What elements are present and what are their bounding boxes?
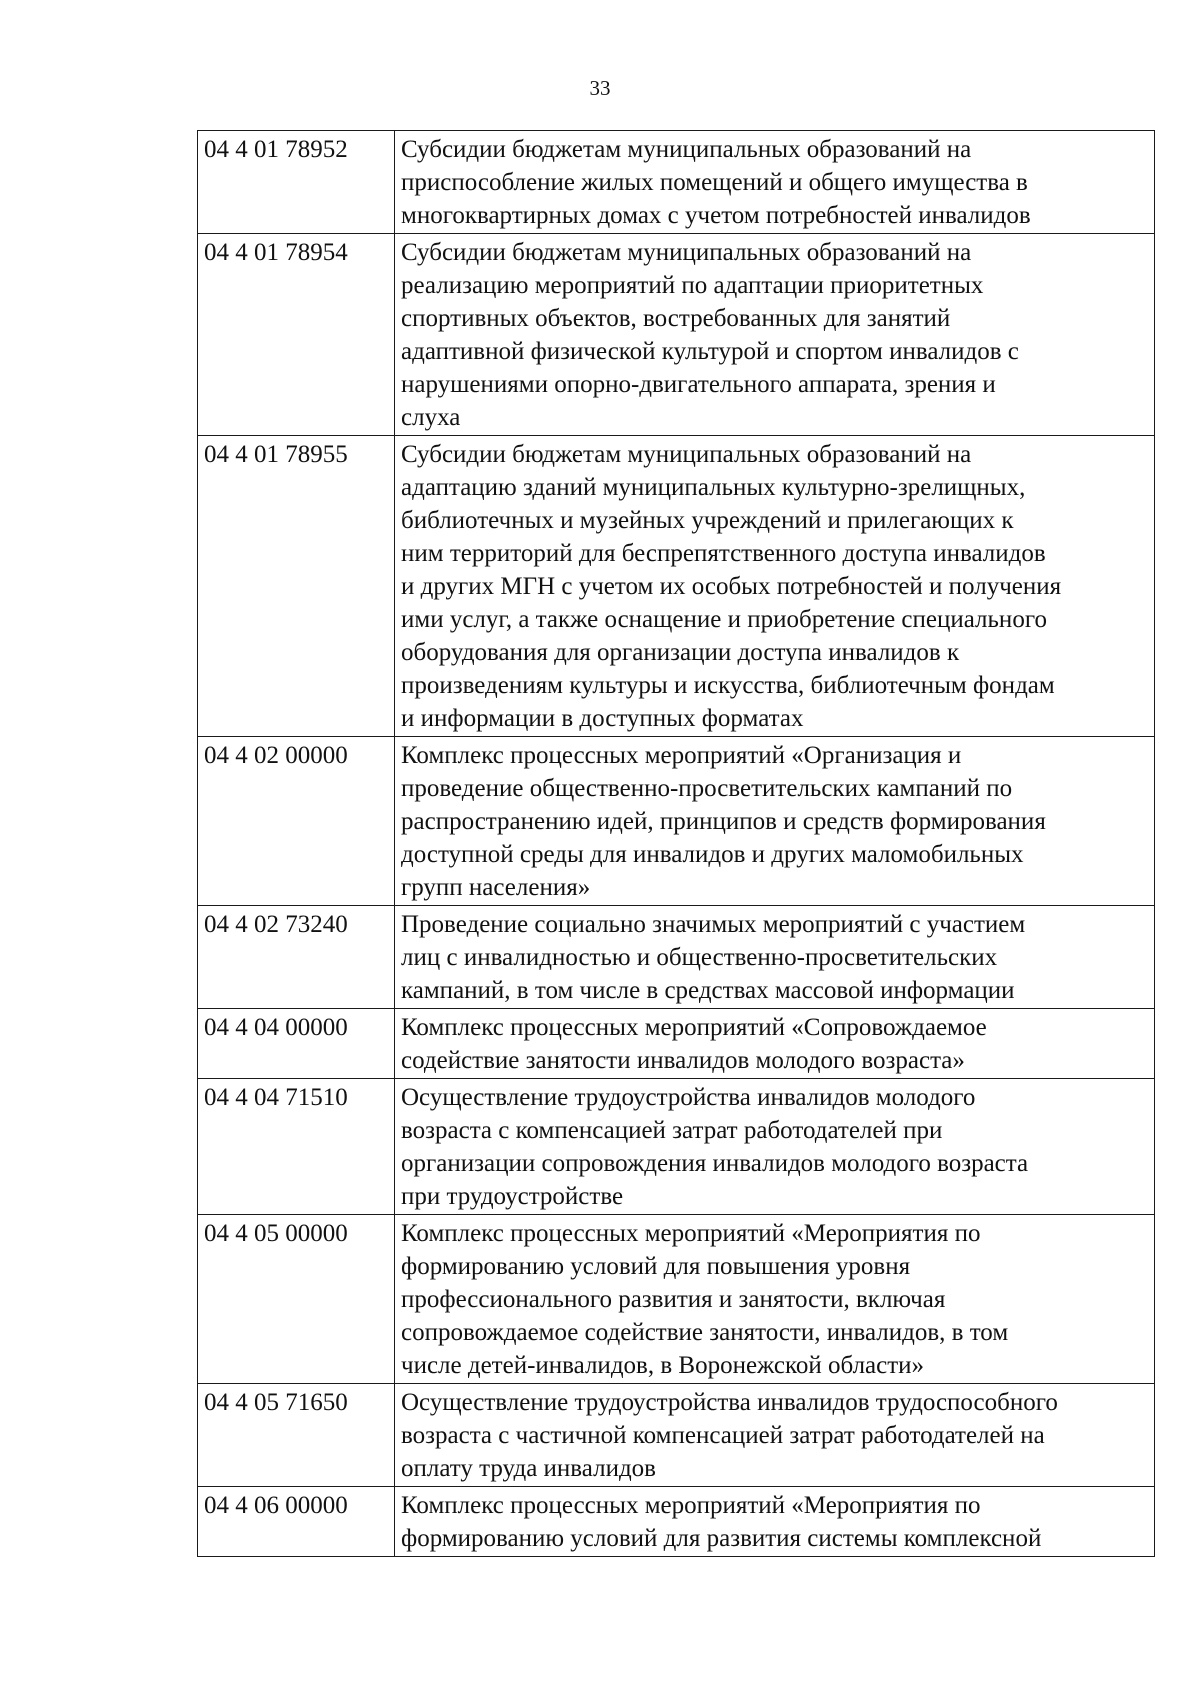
- name-line: Осуществление трудоустройства инвалидов трудоспособного: [401, 1389, 1058, 1416]
- name-line: при трудоустройстве: [401, 1183, 624, 1210]
- table-row: [198, 131, 1155, 234]
- table-row: [198, 1487, 1155, 1557]
- name-line: ими услуг, а также оснащение и приобретение специального: [401, 606, 1047, 633]
- code-cell: 04 4 05 00000: [198, 1215, 395, 1384]
- name-cell: [395, 436, 1155, 737]
- table-row: [198, 906, 1155, 1009]
- name-cell: [395, 1009, 1155, 1079]
- name-line: организации сопровождения инвалидов молодого возраста: [401, 1150, 1029, 1177]
- name-line: Комплекс процессных мероприятий «Сопровождаемое: [401, 1014, 987, 1041]
- name-line: кампаний, в том числе в средствах массовой информации: [401, 977, 1015, 1004]
- name-cell: [395, 737, 1155, 906]
- name-line: Комплекс процессных мероприятий «Мероприятия по: [401, 1492, 981, 1519]
- name-line: формированию условий для повышения уровня: [401, 1253, 911, 1280]
- name-line: возраста с компенсацией затрат работодателей при: [401, 1117, 943, 1144]
- name-line: оплату труда инвалидов: [401, 1455, 656, 1482]
- code-cell: 04 4 04 00000: [198, 1009, 395, 1079]
- name-line: произведениям культуры и искусства, библиотечным фондам: [401, 672, 1055, 699]
- name-line: библиотечных и музейных учреждений и прилегающих к: [401, 507, 1014, 534]
- name-line: Комплекс процессных мероприятий «Мероприятия по: [401, 1220, 981, 1247]
- name-cell: [395, 1215, 1155, 1384]
- name-line: профессионального развития и занятости, включая: [401, 1286, 946, 1313]
- name-line: лиц с инвалидностью и общественно-просветительских: [401, 944, 998, 971]
- table-body: [198, 131, 1155, 1557]
- name-line: Проведение социально значимых мероприятий с участием: [401, 911, 1026, 938]
- name-line: Субсидии бюджетам муниципальных образований на: [401, 136, 972, 163]
- name-line: проведение общественно-просветительских кампаний по: [401, 775, 1013, 802]
- code-cell: 04 4 01 78955: [198, 436, 395, 737]
- name-line: адаптивной физической культурой и спортом инвалидов с: [401, 338, 1019, 365]
- name-line: групп населения»: [401, 874, 591, 901]
- name-line: и других МГН с учетом их особых потребностей и получения: [401, 573, 1062, 600]
- code-cell: 04 4 01 78952: [198, 131, 395, 234]
- code-cell: 04 4 01 78954: [198, 234, 395, 436]
- name-line: содействие занятости инвалидов молодого возраста»: [401, 1047, 965, 1074]
- name-line: возраста с частичной компенсацией затрат работодателей на: [401, 1422, 1045, 1449]
- name-line: Комплекс процессных мероприятий «Организация и: [401, 742, 962, 769]
- name-line: нарушениями опорно-двигательного аппарата, зрения и: [401, 371, 996, 398]
- table-row: [198, 1384, 1155, 1487]
- name-line: сопровождаемое содействие занятости, инвалидов, в том: [401, 1319, 1009, 1346]
- table-row: [198, 737, 1155, 906]
- name-cell: [395, 234, 1155, 436]
- name-line: многоквартирных домах с учетом потребностей инвалидов: [401, 202, 1031, 229]
- table-row: [198, 1009, 1155, 1079]
- name-line: распространению идей, принципов и средств формирования: [401, 808, 1046, 835]
- name-line: Осуществление трудоустройства инвалидов молодого: [401, 1084, 976, 1111]
- name-line: Субсидии бюджетам муниципальных образований на: [401, 441, 972, 468]
- name-line: реализацию мероприятий по адаптации приоритетных: [401, 272, 984, 299]
- name-line: формированию условий для развития системы комплексной: [401, 1525, 1042, 1552]
- name-cell: [395, 1384, 1155, 1487]
- name-line: спортивных объектов, востребованных для занятий: [401, 305, 951, 332]
- table-row: [198, 436, 1155, 737]
- name-line: доступной среды для инвалидов и других маломобильных: [401, 841, 1024, 868]
- name-line: приспособление жилых помещений и общего имущества в: [401, 169, 1028, 196]
- code-cell: 04 4 04 71510: [198, 1079, 395, 1215]
- name-cell: [395, 906, 1155, 1009]
- budget-classification-table: [197, 130, 1155, 1557]
- table-row: [198, 1215, 1155, 1384]
- name-line: и информации в доступных форматах: [401, 705, 804, 732]
- code-cell: 04 4 06 00000: [198, 1487, 395, 1557]
- page-number: 33: [589, 76, 611, 100]
- name-cell: [395, 1079, 1155, 1215]
- table-row: [198, 1079, 1155, 1215]
- name-cell: [395, 131, 1155, 234]
- code-cell: 04 4 02 73240: [198, 906, 395, 1009]
- name-line: оборудования для организации доступа инвалидов к: [401, 639, 960, 666]
- name-line: адаптацию зданий муниципальных культурно-зрелищных,: [401, 474, 1026, 501]
- name-line: слуха: [401, 404, 461, 431]
- name-cell: [395, 1487, 1155, 1557]
- table-row: [198, 234, 1155, 436]
- name-line: числе детей-инвалидов, в Воронежской области»: [401, 1352, 925, 1379]
- name-line: ним территорий для беспрепятственного доступа инвалидов: [401, 540, 1046, 567]
- code-cell: 04 4 05 71650: [198, 1384, 395, 1487]
- code-cell: 04 4 02 00000: [198, 737, 395, 906]
- name-line: Субсидии бюджетам муниципальных образований на: [401, 239, 972, 266]
